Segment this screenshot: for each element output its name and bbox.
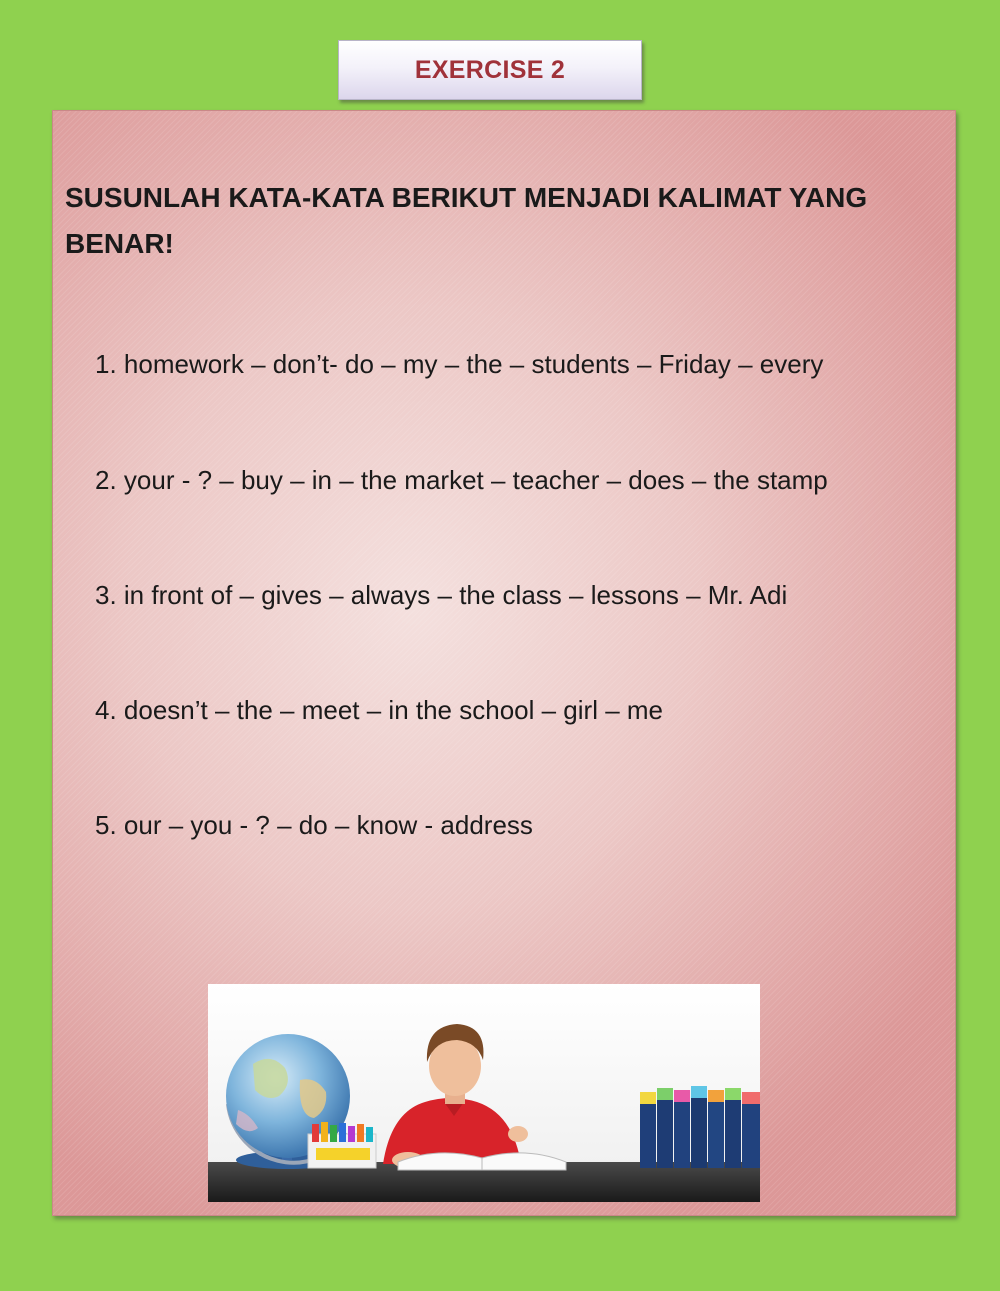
question-item-4: 4. doesn’t – the – meet – in the school – girl – me [95,695,664,725]
worksheet-panel [52,110,956,1216]
student-reading-illustration [208,984,760,1202]
exercise-title: EXERCISE 2 [414,55,566,84]
question-item-5: 5. our – you - ? – do – know - address [95,810,533,840]
instruction-heading: SUSUNLAH KATA-KATA BERIKUT MENJADI KALIMAT YANG BENAR! [65,182,868,259]
question-item-2: 2. your - ? – buy – in – the market – teacher – does – the stamp [95,465,828,495]
question-item-1: 1. homework – don’t- do – my – the – students – Friday – every [95,349,824,379]
question-item-3: 3. in front of – gives – always – the class – lessons – Mr. Adi [95,580,788,610]
exercise-title-box [338,40,642,100]
book-row [640,1086,760,1168]
